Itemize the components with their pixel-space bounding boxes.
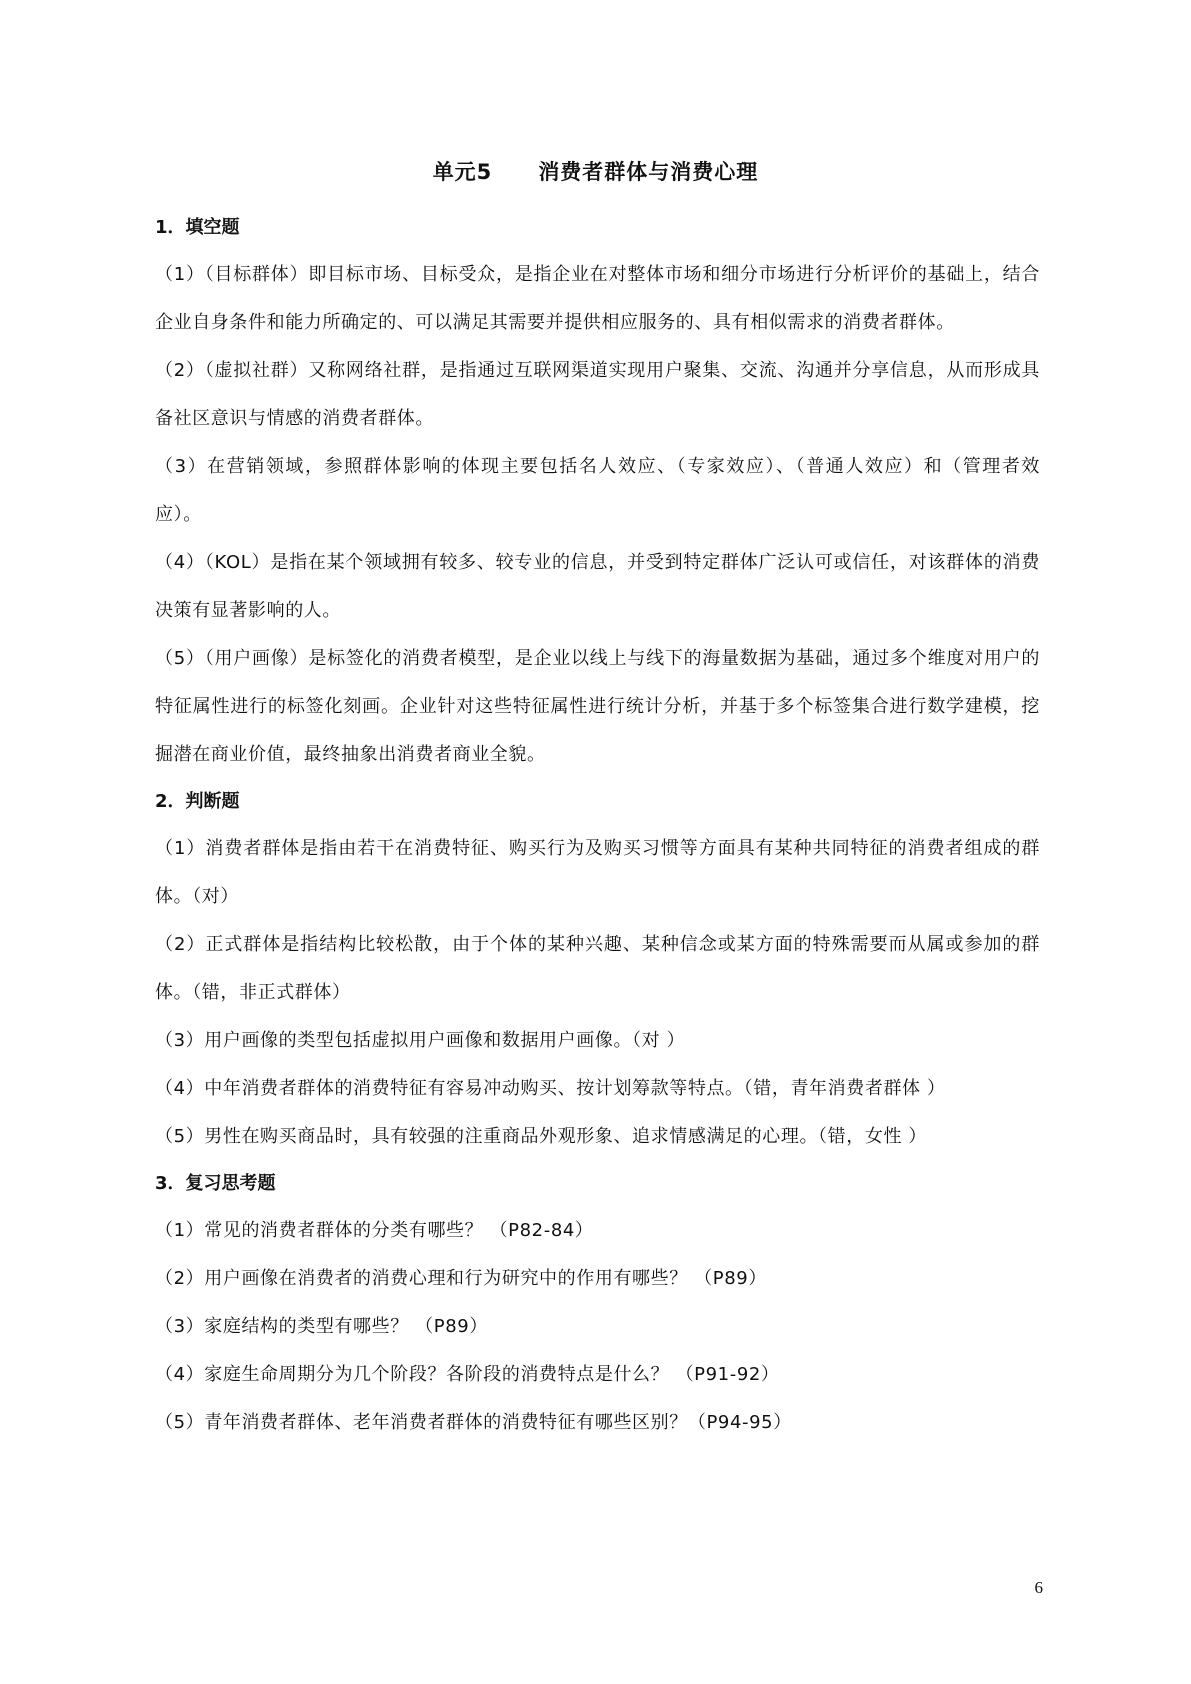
question-item: （5）青年消费者群体、老年消费者群体的消费特征有哪些区别？（P94-95） bbox=[155, 1412, 792, 1433]
document-body bbox=[155, 205, 1040, 1447]
question-item: （2）正式群体是指结构比较松散，由于个体的某种兴趣、某种信念或某方面的特殊需要而从属或参加的群体。（错，非正式群体） bbox=[155, 934, 1040, 1003]
title-unit-number: 单元5 bbox=[432, 160, 493, 184]
question-item: （1）常见的消费者群体的分类有哪些？ （P82-84） bbox=[155, 1220, 594, 1241]
question-item: （1）消费者群体是指由若干在消费特征、购买行为及购买习惯等方面具有某种共同特征的消费者组成的群体。（对） bbox=[155, 838, 1040, 907]
question-item: （3）用户画像的类型包括虚拟用户画像和数据用户画像。（对 ） bbox=[155, 1030, 686, 1051]
section-fill-in-blank bbox=[155, 205, 1040, 779]
question-item: （2）用户画像在消费者的消费心理和行为研究中的作用有哪些？ （P89） bbox=[155, 1268, 767, 1289]
question-item: （3）家庭结构的类型有哪些？ （P89） bbox=[155, 1316, 488, 1337]
section-heading: 1．填空题 bbox=[155, 217, 240, 238]
page-number: 6 bbox=[1034, 1578, 1043, 1597]
section-true-false bbox=[155, 779, 1040, 1161]
question-item: （1）（目标群体）即目标市场、目标受众，是指企业在对整体市场和细分市场进行分析评价的基础上，结合企业自身条件和能力所确定的、可以满足其需要并提供相应服务的、具有相似需求的消费者群体。 bbox=[155, 264, 1040, 333]
question-item: （2）（虚拟社群）又称网络社群，是指通过互联网渠道实现用户聚集、交流、沟通并分享信息，从而形成具备社区意识与情感的消费者群体。 bbox=[155, 360, 1040, 429]
page-title bbox=[0, 156, 1191, 186]
question-item: （4）（KOL）是指在某个领域拥有较多、较专业的信息，并受到特定群体广泛认可或信任，对该群体的消费决策有显著影响的人。 bbox=[155, 552, 1040, 621]
question-item: （4）家庭生命周期分为几个阶段？各阶段的消费特点是什么？ （P91-92） bbox=[155, 1364, 780, 1385]
question-item: （4）中年消费者群体的消费特征有容易冲动购买、按计划筹款等特点。（错，青年消费者群体 ） bbox=[155, 1078, 946, 1099]
question-item: （5）（用户画像）是标签化的消费者模型，是企业以线上与线下的海量数据为基础，通过多个维度对用户的特征属性进行的标签化刻画。企业针对这些特征属性进行统计分析，并基于多个标签集合进行数学建模，挖掘潜在商业价值，最终抽象出消费者商业全貌。 bbox=[155, 648, 1040, 765]
title-main-text: 消费者群体与消费心理 bbox=[538, 160, 759, 184]
section-heading: 2．判断题 bbox=[155, 791, 240, 812]
question-item: （5）男性在购买商品时，具有较强的注重商品外观形象、追求情感满足的心理。（错，女性 ） bbox=[155, 1126, 927, 1147]
question-item: （3）在营销领域，参照群体影响的体现主要包括名人效应、（专家效应）、（普通人效应）和（管理者效应）。 bbox=[155, 456, 1040, 525]
section-review-questions bbox=[155, 1161, 1040, 1447]
section-heading: 3．复习思考题 bbox=[155, 1173, 276, 1194]
